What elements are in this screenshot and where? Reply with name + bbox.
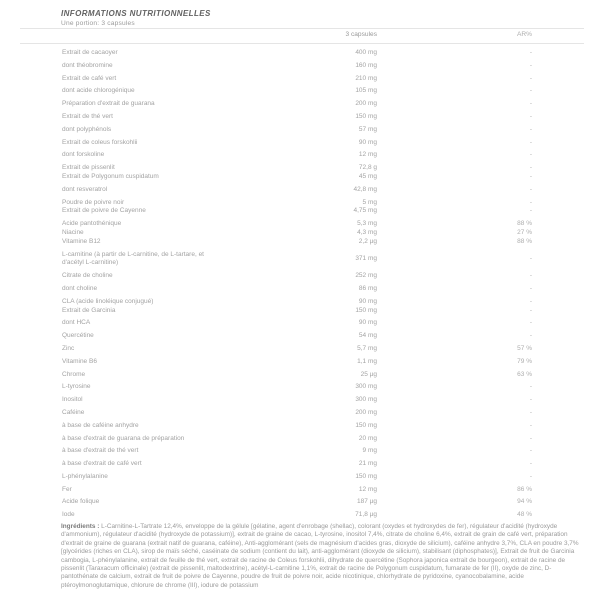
- row-label-line: L-tyrosine: [62, 383, 91, 391]
- row-label-line: à base de caféine anhydre: [62, 421, 139, 429]
- table-row: [62, 75, 532, 84]
- row-value: [287, 358, 377, 367]
- row-label-line: Extrait de poivre de Cayenne: [62, 207, 146, 215]
- row-ri-line: 48 %: [517, 511, 532, 519]
- row-ri: [377, 62, 532, 71]
- row-label-line: Extrait de thé vert: [62, 112, 113, 120]
- row-label: [62, 164, 287, 182]
- row-label: [62, 473, 287, 482]
- row-ri-line: 94 %: [517, 498, 532, 506]
- row-label: [62, 285, 287, 294]
- row-ri: [377, 199, 532, 217]
- row-ri-line: 88 %: [517, 220, 532, 228]
- row-ri-line: 88 %: [517, 237, 532, 245]
- table-row: [62, 422, 532, 431]
- table-row: [62, 383, 532, 392]
- row-ri-line: -: [529, 87, 532, 95]
- row-ri-line: -: [529, 396, 532, 404]
- row-ri: [377, 358, 532, 367]
- row-ri-line: -: [529, 198, 532, 206]
- divider-top: [20, 28, 584, 29]
- row-ri-line: -: [529, 61, 532, 69]
- row-value-line: 9 mg: [362, 447, 377, 455]
- row-value-line: 400 mg: [355, 49, 377, 56]
- table-row: [62, 151, 532, 160]
- row-value: [287, 87, 377, 96]
- row-value-line: 25 µg: [360, 370, 377, 378]
- row-value-line: 4,75 mg: [353, 207, 377, 215]
- table-row: [62, 87, 532, 96]
- row-value: [287, 186, 377, 195]
- row-label: [62, 383, 287, 392]
- table-header-row: [62, 31, 532, 38]
- table-row: [62, 460, 532, 469]
- row-label: [62, 422, 287, 431]
- row-value: [287, 100, 377, 109]
- row-value: [287, 139, 377, 148]
- row-value: [287, 62, 377, 71]
- row-ri: [377, 319, 532, 328]
- row-label-line: Chrome: [62, 370, 86, 378]
- page-title: INFORMATIONS NUTRITIONNELLES: [61, 9, 211, 18]
- row-label-line: dont polyphénols: [62, 125, 112, 133]
- table-row: [62, 220, 532, 246]
- row-value-line: 20 mg: [358, 434, 377, 442]
- row-value-line: 5 mg: [362, 198, 377, 206]
- row-label: [62, 100, 287, 109]
- row-label-line: Préparation d'extrait de guarana: [62, 100, 155, 108]
- row-value: [287, 460, 377, 469]
- row-ri-line: -: [529, 151, 532, 159]
- row-ri-line: 27 %: [517, 228, 532, 236]
- row-label-line: Extrait de Polygonum cuspidatum: [62, 172, 159, 180]
- table-row: [62, 100, 532, 109]
- table-row: [62, 272, 532, 281]
- row-ri-line: -: [529, 49, 532, 56]
- row-label-line: dont HCA: [62, 319, 91, 327]
- table-row: [62, 139, 532, 148]
- row-label: [62, 409, 287, 418]
- row-value-line: 21 mg: [358, 460, 377, 468]
- row-ri: [377, 332, 532, 341]
- row-label-line: Extrait de pissenlit: [62, 164, 115, 172]
- row-ri-line: -: [529, 185, 532, 193]
- row-value-line: 150 mg: [355, 421, 377, 429]
- row-label-line: dont théobromine: [62, 61, 113, 69]
- ingredients-label: Ingrédients :: [61, 523, 100, 530]
- row-label-line: Extrait de cacaoyer: [62, 49, 118, 56]
- row-label-line: CLA (acide linoléique conjugué): [62, 297, 154, 305]
- row-label: [62, 220, 287, 246]
- row-label-line: Citrate de choline: [62, 272, 113, 280]
- row-value: [287, 371, 377, 380]
- row-value-line: 150 mg: [355, 472, 377, 480]
- table-row: [62, 447, 532, 456]
- row-label-line: L-carnitine (à partir de L-carnitine, de L-tartare, et: [62, 250, 204, 258]
- row-ri-line: -: [529, 460, 532, 468]
- row-ri: [377, 285, 532, 294]
- table-row: [62, 319, 532, 328]
- row-ri-line: -: [529, 408, 532, 416]
- table-row: [62, 62, 532, 71]
- row-ri: [377, 220, 532, 246]
- row-label-line: Acide folique: [62, 498, 100, 506]
- row-value-line: 300 mg: [355, 396, 377, 404]
- table-row: [62, 371, 532, 380]
- row-value-line: 200 mg: [355, 408, 377, 416]
- row-ri-line: 86 %: [517, 485, 532, 493]
- row-ri: [377, 151, 532, 160]
- row-label: [62, 126, 287, 135]
- row-ri: [377, 371, 532, 380]
- table-row: [62, 435, 532, 444]
- row-label: [62, 62, 287, 71]
- row-label-line: Extrait de Garcinia: [62, 306, 116, 314]
- row-ri: [377, 75, 532, 84]
- row-label: [62, 272, 287, 281]
- row-label: [62, 498, 287, 507]
- row-ri-line: -: [529, 100, 532, 108]
- row-ri-line: -: [529, 112, 532, 120]
- row-label: [62, 87, 287, 96]
- row-label: [62, 319, 287, 328]
- row-label-line: L-phénylalanine: [62, 472, 108, 480]
- row-label: [62, 186, 287, 195]
- row-value: [287, 396, 377, 405]
- row-label: [62, 139, 287, 148]
- table-row: [62, 251, 532, 269]
- row-value-line: 1,1 mg: [357, 357, 377, 365]
- table-row: [62, 409, 532, 418]
- row-ri: [377, 422, 532, 431]
- row-label-line: Quercétine: [62, 332, 94, 340]
- row-value-line: 187 µg: [356, 498, 377, 506]
- row-label-line: à base d'extrait de thé vert: [62, 447, 139, 455]
- row-value-line: 57 mg: [358, 125, 377, 133]
- row-value: [287, 255, 377, 264]
- row-value: [287, 473, 377, 482]
- row-value: [287, 164, 377, 182]
- row-value-line: 42,8 mg: [353, 185, 377, 193]
- row-label-line: Vitamine B12: [62, 237, 101, 245]
- row-ri: [377, 511, 532, 520]
- row-label-line: Vitamine B6: [62, 357, 97, 365]
- row-label: [62, 511, 287, 520]
- row-label: [62, 151, 287, 160]
- row-label-line: Zinc: [62, 344, 75, 352]
- row-ri: [377, 164, 532, 182]
- row-label: [62, 345, 287, 354]
- row-label: [62, 113, 287, 122]
- row-ri: [377, 409, 532, 418]
- row-ri-line: -: [529, 74, 532, 82]
- row-ri: [377, 100, 532, 109]
- row-value: [287, 75, 377, 84]
- row-value-line: 54 mg: [358, 332, 377, 340]
- row-label: [62, 447, 287, 456]
- row-value: [287, 447, 377, 456]
- row-value: [287, 151, 377, 160]
- row-value-line: 4,3 mg: [357, 228, 377, 236]
- column-header-serving: 3 capsules: [345, 31, 377, 38]
- table-row: [62, 186, 532, 195]
- row-value-line: 71,8 µg: [355, 511, 377, 519]
- row-label-line: à base d'extrait de guarana de préparation: [62, 434, 185, 442]
- row-ri: [377, 460, 532, 469]
- row-label-line: Acide pantothénique: [62, 220, 122, 228]
- row-value: [287, 345, 377, 354]
- row-value: [287, 435, 377, 444]
- row-value: [287, 220, 377, 246]
- table-row: [62, 473, 532, 482]
- row-value: [287, 272, 377, 281]
- row-ri: [377, 255, 532, 264]
- row-label-line: Extrait de coleus forskohlii: [62, 138, 138, 146]
- row-ri: [377, 447, 532, 456]
- row-value-line: 150 mg: [355, 112, 377, 120]
- row-ri: [377, 139, 532, 148]
- row-ri-line: -: [529, 421, 532, 429]
- row-ri-line: -: [529, 272, 532, 280]
- row-value-line: 5,7 mg: [357, 344, 377, 352]
- row-value: [287, 422, 377, 431]
- row-ri-line: -: [529, 434, 532, 442]
- row-label: [62, 332, 287, 341]
- row-ri: [377, 383, 532, 392]
- row-value-line: 105 mg: [355, 87, 377, 95]
- row-label-line: Fer: [62, 485, 72, 493]
- table-row: [62, 396, 532, 405]
- row-ri: [377, 49, 532, 58]
- row-value: [287, 199, 377, 217]
- row-value-line: 90 mg: [358, 319, 377, 327]
- row-label: [62, 396, 287, 405]
- table-row: [62, 126, 532, 135]
- row-value: [287, 332, 377, 341]
- row-ri-line: -: [529, 207, 532, 215]
- row-ri-line: -: [529, 172, 532, 180]
- table-row: [62, 345, 532, 354]
- row-ri: [377, 87, 532, 96]
- row-value-line: 300 mg: [355, 383, 377, 391]
- table-row: [62, 486, 532, 495]
- row-label-line: Niacine: [62, 228, 84, 236]
- row-label: [62, 460, 287, 469]
- row-ri-line: -: [529, 319, 532, 327]
- row-value: [287, 298, 377, 316]
- table-row: [62, 498, 532, 507]
- row-ri-line: -: [529, 138, 532, 146]
- row-value-line: 252 mg: [355, 272, 377, 280]
- row-label: [62, 251, 287, 269]
- row-label-line: à base d'extrait de café vert: [62, 460, 142, 468]
- row-ri-line: -: [529, 284, 532, 292]
- row-ri-line: -: [529, 472, 532, 480]
- divider-header: [20, 43, 584, 44]
- row-value-line: 160 mg: [355, 61, 377, 69]
- row-ri-line: -: [529, 125, 532, 133]
- row-label: [62, 371, 287, 380]
- row-value-line: 12 mg: [358, 485, 377, 493]
- table-row: [62, 164, 532, 182]
- row-ri-line: 79 %: [517, 357, 532, 365]
- row-value: [287, 285, 377, 294]
- row-label-line: Extrait de café vert: [62, 74, 117, 82]
- row-ri: [377, 473, 532, 482]
- table-row: [62, 298, 532, 316]
- row-value: [287, 383, 377, 392]
- row-ri: [377, 298, 532, 316]
- row-ri: [377, 113, 532, 122]
- ingredients-paragraph: Ingrédients : L-Carnitine-L-Tartrate 12,4%, enveloppe de la gélule [gélatine, agent d'enrobage (shellac), colorant (oxydes et hydroxydes de fer), régulateur d'acidité (hydroxyde d'ammonium), régulateur d'acidité (hydroxyde de potassium)], extrait de graine de cacao, L-tyrosine, inositol 7,4%, citrate de choline 6,4%, extrait de grain de café vert, préparation d'extrait de graine de guarana (extrait natif de guarana, caféine), Anti-agglomérant (sels de magnésium d'acides gras, dioxyde de silicium), caféine anhydre 3,7%, CLA en poudre 3,7% [glycérides (riches en CLA), sirop de maïs séché, caséinate de sodium (contient du lait), anti-agglomérant (dioxyde de silicium), stabilisant (diphosphates)], Extrait de fruit de Garcinia cambogia, L-phénylalanine, extrait de feuille de thé vert, extrait de racine de Coleus forskohlii, dihydrate de quercétine (Sophora japonica extrait de bourgeon), extrait de racine de pissenlit (Taraxacum officinale) (extrait de pissenlit, maltodextrine), acétyl-L-carnitine 1,1%, extrait de racine de Polygonum cuspidatum, fumarate de fer (II), oxyde de zinc, D-pantothénate de calcium, extrait de fruit de poivre de Cayenne, poudre de fruit de poivre noir, acide nicotinique, chlorhydrate de pyridoxine, cyanocobalamine, acide ptéroylmonoglutamique, chlorure de chrome (III), iodure de potassium: [61, 523, 579, 589]
- row-ri: [377, 126, 532, 135]
- row-label-line: Inositol: [62, 396, 83, 404]
- row-ri-line: -: [529, 306, 532, 314]
- row-ri: [377, 435, 532, 444]
- row-value-line: 45 mg: [358, 172, 377, 180]
- table-row: [62, 49, 532, 58]
- row-value: [287, 486, 377, 495]
- row-value-line: 5,3 mg: [357, 220, 377, 228]
- row-label: [62, 435, 287, 444]
- row-value: [287, 511, 377, 520]
- row-label-line: dont forskoline: [62, 151, 105, 159]
- row-ri: [377, 186, 532, 195]
- row-label-line: Iode: [62, 511, 75, 519]
- row-value: [287, 126, 377, 135]
- row-value-line: 12 mg: [358, 151, 377, 159]
- row-value-line: 90 mg: [358, 297, 377, 305]
- row-ri: [377, 396, 532, 405]
- table-row: [62, 113, 532, 122]
- row-label: [62, 486, 287, 495]
- row-ri-line: 63 %: [517, 370, 532, 378]
- row-label: [62, 199, 287, 217]
- row-label: [62, 358, 287, 367]
- row-ri-line: -: [529, 332, 532, 340]
- row-label-line: dont choline: [62, 284, 98, 292]
- row-value-line: 210 mg: [355, 74, 377, 82]
- row-value: [287, 49, 377, 58]
- row-label: [62, 75, 287, 84]
- row-label-line: d'acétyl L-carnitine): [62, 259, 119, 267]
- row-ri: [377, 345, 532, 354]
- row-ri: [377, 486, 532, 495]
- row-label-line: Poudre de poivre noir: [62, 198, 125, 206]
- row-label: [62, 49, 287, 58]
- row-label-line: dont resveratrol: [62, 185, 108, 193]
- row-label-line: Caféine: [62, 408, 85, 416]
- table-row: [62, 511, 532, 520]
- row-value-line: 86 mg: [358, 284, 377, 292]
- row-ri: [377, 498, 532, 507]
- nutrition-table: [62, 49, 532, 524]
- table-row: [62, 358, 532, 367]
- row-value: [287, 113, 377, 122]
- row-value: [287, 498, 377, 507]
- row-value: [287, 319, 377, 328]
- row-value-line: 2,2 µg: [358, 237, 377, 245]
- row-ri-line: -: [529, 297, 532, 305]
- row-value-line: 150 mg: [355, 306, 377, 314]
- table-row: [62, 332, 532, 341]
- table-row: [62, 285, 532, 294]
- row-value: [287, 409, 377, 418]
- row-ri-line: -: [529, 447, 532, 455]
- row-ri: [377, 272, 532, 281]
- row-ri-line: -: [529, 254, 532, 262]
- row-label: [62, 298, 287, 316]
- column-header-ri: AR%: [516, 31, 532, 38]
- row-value-line: 371 mg: [355, 254, 377, 262]
- row-value-line: 200 mg: [355, 100, 377, 108]
- serving-subtitle: Une portion: 3 capsules: [61, 20, 135, 27]
- table-row: [62, 199, 532, 217]
- row-value-line: 72,8 g: [358, 164, 377, 172]
- row-value-line: 90 mg: [358, 138, 377, 146]
- row-label-line: dont acide chlorogénique: [62, 87, 135, 95]
- row-ri-line: -: [529, 164, 532, 172]
- row-ri-line: -: [529, 383, 532, 391]
- row-ri-line: 57 %: [517, 344, 532, 352]
